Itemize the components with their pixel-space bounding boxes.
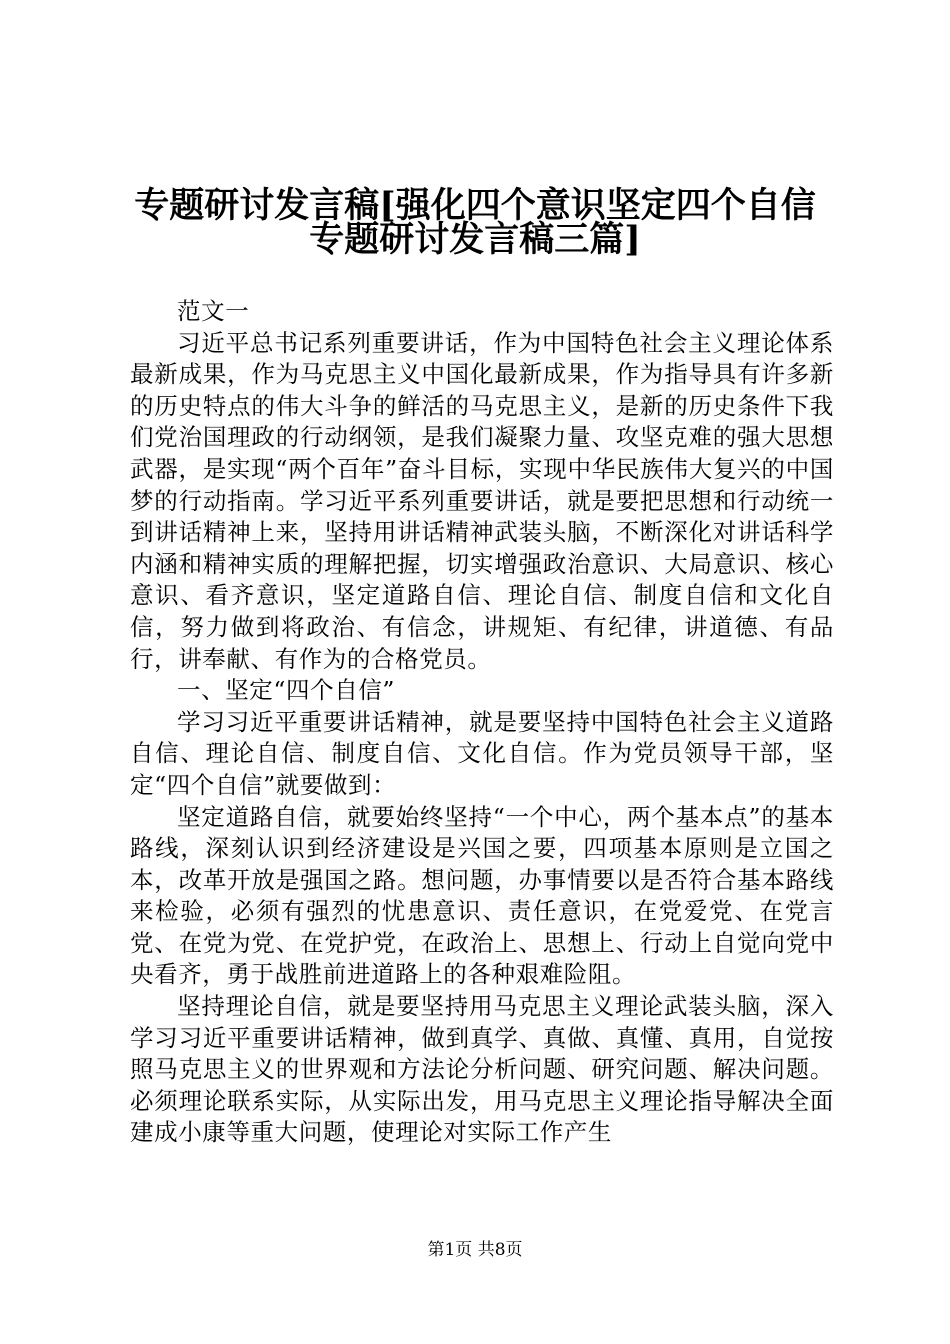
paragraph: 学习习近平重要讲话精神，就是要坚持中国特色社会主义道路自信、理论自信、制度自信、文化自信。作为党员领导干部，坚定“四个自信”就要做到： — [130, 707, 834, 799]
section-heading: 一、坚定“四个自信” — [177, 676, 396, 705]
paragraph: 习近平总书记系列重要讲话，作为中国特色社会主义理论体系最新成果，作为马克思主义中国化最新成果，作为指导具有许多新的历史特点的伟大斗争的鲜活的马克思主义，是新的历史条件下我们党治国理政的行动纲领，是我们凝聚力量、攻坚克难的强大思想武器，是实现“两个百年”奋斗目标，实现中华民族伟大复兴的中国梦的行动指南。学习近平系列重要讲话，就是要把思想和行动统一到讲话精神上来，坚持用讲话精神武装头脑，不断深化对讲话科学内涵和精神实质的理解把握，切实增强政治意识、大局意识、核心意识、看齐意识，坚定道路自信、理论自信、制度自信和文化自信，努力做到将政治、有信念，讲规矩、有纪律，讲道德、有品行，讲奉献、有作为的合格党员。 — [130, 328, 834, 673]
paragraph: 坚持理论自信，就是要坚持用马克思主义理论武装头脑，深入学习习近平重要讲话精神，做到真学、真做、真懂、真用，自觉按照马克思主义的世界观和方法论分析问题、研究问题、解决问题。必须理论联系实际，从实际出发，用马克思主义理论指导解决全面建成小康等重大问题，使理论对实际工作产生 — [130, 992, 834, 1147]
paragraph: 坚定道路自信，就要始终坚持“一个中心，两个基本点”的基本路线，深刻认识到经济建设是兴国之要，四项基本原则是立国之本，改革开放是强国之路。想问题，办事情要以是否符合基本路线来检验，必须有强烈的忧患意识、责任意识，在党爱党、在党言党、在党为党、在党护党，在政治上、思想上、行动上自觉向党中央看齐，勇于战胜前进道路上的各种艰难险阻。 — [130, 802, 834, 989]
document-body — [130, 296, 834, 1149]
document-title-line-1: 专题研讨发言稿[强化四个意识坚定四个自信 — [134, 185, 816, 226]
document-title-line-2: 专题研讨发言稿三篇] — [309, 219, 641, 260]
page-footer: 第1页 共8页 — [427, 1240, 523, 1260]
section-label: 范文一 — [177, 297, 250, 325]
